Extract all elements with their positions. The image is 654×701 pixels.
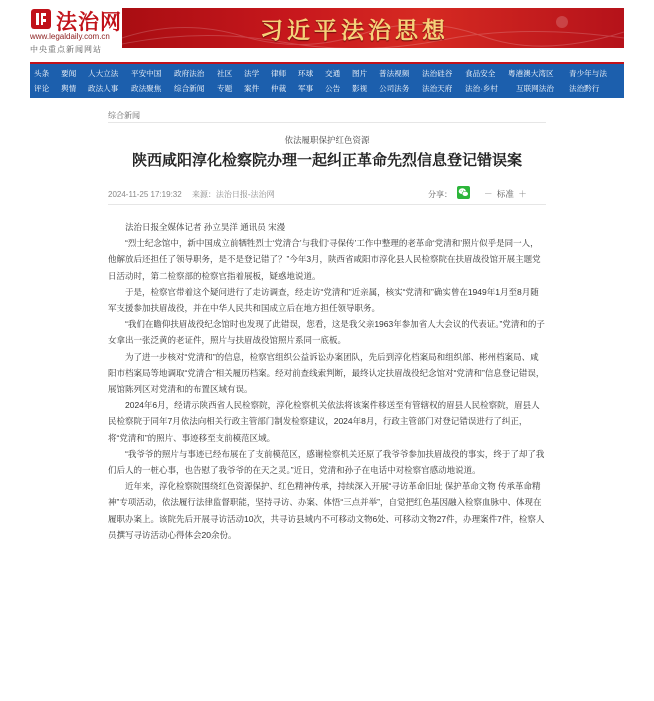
nav-item[interactable]: 专题 bbox=[217, 84, 233, 93]
article-paragraph: 近年来，淳化检察院围绕红色资源保护、红色精神传承，持续深入开展“寻访革命旧址 保护革命文物 传承革命精神”专项活动，依法履行法律监督职能，坚持寻访、办案、体悟“三点并举”，自觉把红色基因融入检察血脉中、体现在履职办案上。该院先后开展寻访活动10次，共寻访县域内不可移动文物6处、可移动文物27件，办理案件7件，检察人员撰写寻访活动心得体会20余份。 bbox=[108, 481, 545, 540]
nav-item[interactable]: 政法人事 bbox=[88, 84, 119, 93]
share-label: 分享： bbox=[428, 190, 452, 199]
nav-item[interactable]: 食品安全 bbox=[465, 69, 496, 78]
nav-item[interactable]: 互联网法治 bbox=[516, 84, 554, 93]
logo-text: 法治网 bbox=[56, 9, 122, 34]
nav-item[interactable]: 头条 bbox=[34, 69, 50, 78]
nav-item[interactable]: 社区 bbox=[217, 69, 233, 78]
article-paragraph: 为了进一步核对“党清和”的信息，检察官组织公益诉讼办案团队，先后到淳化档案局和组织部、彬州档案局、咸阳市档案局等地调取“党清合”相关履历档案。经对前查线索判断，最终认定扶眉战役纪念馆对“党清和”信息登记错误，展馆陈列区对党清和的布置区域有误。 bbox=[108, 351, 545, 395]
nav-item[interactable]: 案件 bbox=[244, 84, 260, 93]
article-paragraph: 于是，检察官带着这个疑问进行了走访调查，经走访“党清和”近亲属，核实“党清和”确实曾在1949年1月至8月随军支援参加扶眉战役，并在中华人民共和国成立后在地方担任领导职务。 bbox=[108, 286, 539, 314]
nav-item[interactable]: 法治硅谷 bbox=[422, 69, 453, 78]
divider bbox=[108, 122, 546, 123]
nav-item[interactable]: 粤港澳大湾区 bbox=[508, 69, 554, 78]
site-header bbox=[0, 0, 654, 62]
article-body bbox=[108, 219, 546, 543]
nav-item[interactable]: 环球 bbox=[298, 69, 314, 78]
nav-item[interactable]: 法治黔行 bbox=[569, 84, 600, 93]
publish-datetime: 2024-11-25 17:19:32 bbox=[108, 190, 182, 199]
article-byline: 法治日报全媒体记者 孙立昊洋 通讯员 宋漫 bbox=[125, 222, 286, 232]
article-paragraph: 2024年6月，经请示陕西省人民检察院，淳化检察机关依法将该案件移送至有管辖权的眉县人民检察院，眉县人民检察院于同年7月依法向相关行政主管部门制发检察建议，2024年8月，行政主管部门对登记错误进行了纠正，将“党清和”的照片、事迹移至支前模范区域。 bbox=[108, 400, 540, 443]
banner-title: 习近平法治思想 bbox=[260, 17, 449, 44]
nav-item[interactable]: 法治天府 bbox=[422, 84, 453, 93]
nav-item[interactable]: 政府法治 bbox=[174, 69, 205, 78]
nav-item[interactable]: 法治·乡村 bbox=[465, 84, 498, 93]
article-paragraph: “我们在瞻仰扶眉战役纪念馆时也发现了此错误，您看，这是我父亲1963年参加省人大会议的代表证。”党清和的子女拿出一张泛黄的老证件，照片与扶眉战役馆照片系同一底板。 bbox=[108, 319, 545, 346]
article-paragraph: “烈士纪念馆中，新中国成立前牺牲烈士‘党清合’与我们‘寻保传’工作中整理的老革命‘党清和’照片似乎是同一人，他解放后还担任了领导职务，是不是登记错了？”今年3月，陕西省咸阳市淳化县人民检察院在扶眉战役馆开展主题党日活动时，第二检察部的检察官指着展板，疑惑地说道。 bbox=[108, 238, 541, 281]
nav-item[interactable]: 仲裁 bbox=[271, 84, 287, 93]
article-source: 来源：法治日报-法治网 bbox=[191, 190, 275, 199]
wechat-share-icon[interactable] bbox=[457, 186, 470, 199]
nav-item[interactable]: 人大立法 bbox=[88, 69, 119, 78]
main-nav bbox=[30, 62, 624, 98]
nav-item[interactable]: 图片 bbox=[352, 69, 368, 78]
divider bbox=[108, 204, 546, 205]
article-meta bbox=[108, 189, 275, 200]
nav-item[interactable]: 青少年与法 bbox=[569, 69, 607, 78]
logo-url: www.legaldaily.com.cn bbox=[30, 32, 110, 41]
logo-slogan: 中央重点新闻网站 bbox=[30, 45, 102, 54]
article-paragraph: “我爷爷的照片与事迹已经布展在了支前模范区，感谢检察机关还原了我爷爷参加扶眉战役的事实，终于了却了我们后人的一桩心事，也告慰了我爷爷的在天之灵。”近日，党清和孙子在电话中对检察官感动地说道。 bbox=[108, 448, 545, 476]
nav-item[interactable]: 法学 bbox=[244, 69, 260, 78]
font-size-label: 标准 bbox=[496, 189, 514, 199]
nav-item[interactable]: 评论 bbox=[34, 84, 50, 93]
top-banner[interactable] bbox=[122, 8, 624, 48]
nav-item[interactable]: 影视 bbox=[352, 84, 368, 93]
wechat-glyph-icon bbox=[458, 187, 469, 198]
nav-item[interactable]: 要闻 bbox=[61, 69, 77, 78]
nav-item[interactable]: 普法视频 bbox=[379, 69, 410, 78]
breadcrumb[interactable]: 综合新闻 bbox=[108, 111, 140, 120]
nav-item[interactable]: 舆情 bbox=[61, 84, 77, 93]
article-subtitle: 依法履职保护红色资源 bbox=[284, 135, 370, 145]
logo-emblem-icon bbox=[30, 8, 52, 30]
nav-item[interactable]: 公告 bbox=[325, 84, 341, 93]
nav-item[interactable]: 交通 bbox=[325, 69, 341, 78]
nav-item[interactable]: 律师 bbox=[271, 69, 287, 78]
nav-item[interactable]: 政法聚焦 bbox=[131, 84, 162, 93]
nav-item[interactable]: 综合新闻 bbox=[174, 84, 205, 93]
nav-item[interactable]: 公司法务 bbox=[379, 84, 410, 93]
site-logo[interactable] bbox=[30, 6, 122, 54]
nav-item[interactable]: 军事 bbox=[298, 84, 314, 93]
article-title: 陕西咸阳淳化检察院办理一起纠正革命先烈信息登记错误案 bbox=[131, 151, 522, 169]
font-decrease-button[interactable]: － bbox=[484, 189, 493, 199]
nav-item[interactable]: 平安中国 bbox=[131, 69, 162, 78]
font-size-control bbox=[482, 188, 529, 200]
font-increase-button[interactable]: ＋ bbox=[518, 189, 527, 199]
